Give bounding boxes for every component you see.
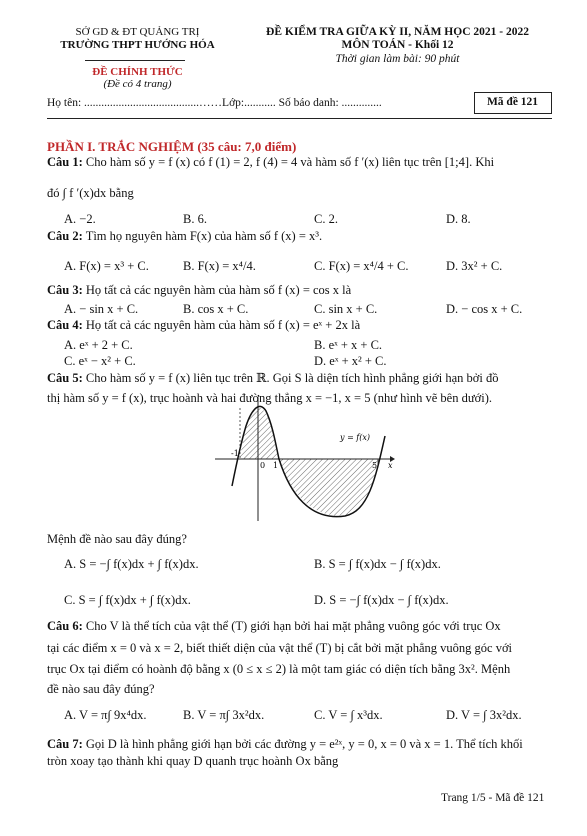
q5-option-b[interactable]: B. S = ∫ f(x)dx − ∫ f(x)dx.	[314, 557, 441, 571]
q1-option-b[interactable]: B. 6.	[183, 212, 207, 226]
question-7	[47, 737, 523, 752]
q2-option-b[interactable]: B. F(x) = x⁴/4.	[183, 259, 256, 273]
q4-option-b[interactable]: B. eˣ + x + C.	[314, 338, 383, 352]
q5-tick-neg1: -1	[231, 449, 239, 458]
q6-label: Câu 6:	[47, 619, 83, 633]
q2-option-c[interactable]: C. F(x) = x⁴/4 + C.	[314, 259, 409, 273]
q2-label: Câu 2:	[47, 229, 83, 243]
q5-text-line2: thị hàm số y = f (x), trục hoành và hai đường thẳng x = −1, x = 5 (như hình vẽ bên dưới).	[47, 391, 493, 405]
official-label: ĐỀ CHÍNH THỨC	[92, 66, 183, 78]
question-4	[47, 318, 360, 333]
q3-label: Câu 3:	[47, 283, 83, 297]
question-5	[47, 370, 498, 386]
q2-text: Tìm họ nguyên hàm F(x) của hàm số f (x) = x³.	[85, 229, 323, 243]
q7-text-line2: tròn xoay tạo thành khi quay D quanh trục hoành Ox bằng	[47, 754, 339, 768]
q4-option-a[interactable]: A. eˣ + 2 + C.	[64, 338, 133, 352]
q3-option-b[interactable]: B. cos x + C.	[183, 302, 249, 316]
page-footer: Trang 1/5 - Mã đề 121	[441, 792, 545, 804]
q4-text: Họ tất cả các nguyên hàm của hàm số f (x) = eˣ + 2x là	[85, 318, 361, 332]
q5-option-a[interactable]: A. S = −∫ f(x)dx + ∫ f(x)dx.	[64, 557, 199, 571]
pages-note: (Đề có 4 trang)	[103, 78, 172, 90]
q5-x-label: x	[388, 461, 393, 470]
q1-option-a[interactable]: A. −2.	[64, 212, 96, 226]
q3-option-a[interactable]: A. − sin x + C.	[64, 302, 139, 316]
q5-option-c[interactable]: C. S = ∫ f(x)dx + ∫ f(x)dx.	[64, 593, 191, 607]
q5-label: Câu 5:	[47, 371, 83, 385]
q7-label: Câu 7:	[47, 737, 83, 751]
question-6	[47, 619, 501, 634]
q5-function-graph	[210, 396, 395, 526]
q3-text: Họ tất cả các nguyên hàm của hàm số f (x) = cos x là	[85, 283, 352, 297]
q5-tick-1: 1	[273, 461, 279, 470]
q6-text-line2: tại các điểm x = 0 và x = 2, biết thiết diện của vật thể (T) bị cắt bởi mặt phẳng vuông góc với	[47, 641, 513, 655]
q6-option-a[interactable]: A. V = π∫ 9x⁴dx.	[64, 708, 147, 722]
q6-text-line4: đề nào sau đây đúng?	[47, 682, 155, 696]
exam-duration: Thời gian làm bài: 90 phút	[335, 53, 460, 65]
q5-tick-0: 0	[260, 461, 266, 470]
org-line1: SỞ GD & ĐT QUẢNG TRỊ	[75, 26, 200, 38]
q7-text-line1: Gọi D là hình phẳng giới hạn bởi các đường y = e²ˣ, y = 0, x = 0 và x = 1. Thể tích khối	[85, 737, 523, 751]
q4-option-c[interactable]: C. eˣ − x² + C.	[64, 354, 136, 368]
q5-shaded-negative	[279, 459, 378, 516]
q6-option-d[interactable]: D. V = ∫ 3x²dx.	[446, 708, 522, 722]
question-3	[47, 283, 351, 298]
exam-subject: MÔN TOÁN - Khối 12	[341, 39, 454, 51]
q3-option-c[interactable]: C. sin x + C.	[314, 302, 378, 316]
section-title: PHẦN I. TRẮC NGHIỆM (35 câu: 7,0 điểm)	[47, 139, 297, 154]
q4-option-d[interactable]: D. eˣ + x² + C.	[314, 354, 387, 368]
header-bottom-rule	[47, 118, 552, 119]
q5-option-d[interactable]: D. S = −∫ f(x)dx − ∫ f(x)dx.	[314, 593, 449, 607]
q6-text-line3: trục Ox tại điểm có hoành độ bằng x (0 ≤ x ≤ 2) là một tam giác có diện tích bằng 3x². Mệnh	[47, 662, 511, 676]
q6-text-line1: Cho V là thể tích của vật thể (T) giới hạn bởi hai mặt phẳng vuông góc với trục Ox	[85, 619, 501, 633]
q3-option-d[interactable]: D. − cos x + C.	[446, 302, 523, 316]
q1-option-d[interactable]: D. 8.	[446, 212, 471, 226]
student-info-line: Họ tên: ........................................……Lớp:........... Số báo danh: ..............	[47, 97, 382, 109]
q4-label: Câu 4:	[47, 318, 83, 332]
q6-option-b[interactable]: B. V = π∫ 3x²dx.	[183, 708, 265, 722]
q5-graph-label: y = f(x)	[340, 433, 371, 442]
org-line2: TRƯỜNG THPT HƯỚNG HÓA	[60, 39, 215, 51]
exam-code: Mã đề 121	[486, 96, 539, 108]
question-1	[47, 155, 494, 170]
exam-title: ĐỀ KIỂM TRA GIỮA KỲ II, NĂM HỌC 2021 - 2022	[266, 26, 529, 38]
q5-tick-5: 5	[372, 461, 378, 470]
q5-prompt: Mệnh đề nào sau đây đúng?	[47, 532, 187, 546]
q1-option-c[interactable]: C. 2.	[314, 212, 338, 226]
q1-text-line1: Cho hàm số y = f (x) có f (1) = 2, f (4) = 4 và hàm số f ′(x) liên tục trên [1;4]. Khi	[85, 155, 495, 169]
q5-text-line1: Cho hàm số y = f (x) liên tục trên ℝ. Gọi S là diện tích hình phẳng giới hạn bởi đồ	[85, 371, 499, 385]
q2-option-a[interactable]: A. F(x) = x³ + C.	[64, 259, 149, 273]
question-2	[47, 229, 322, 244]
header-divider	[85, 60, 185, 61]
q2-option-d[interactable]: D. 3x² + C.	[446, 259, 503, 273]
q1-label: Câu 1:	[47, 155, 83, 169]
q6-option-c[interactable]: C. V = ∫ x³dx.	[314, 708, 383, 722]
q1-text-line2: đó ∫ f ′(x)dx bằng	[47, 186, 134, 200]
